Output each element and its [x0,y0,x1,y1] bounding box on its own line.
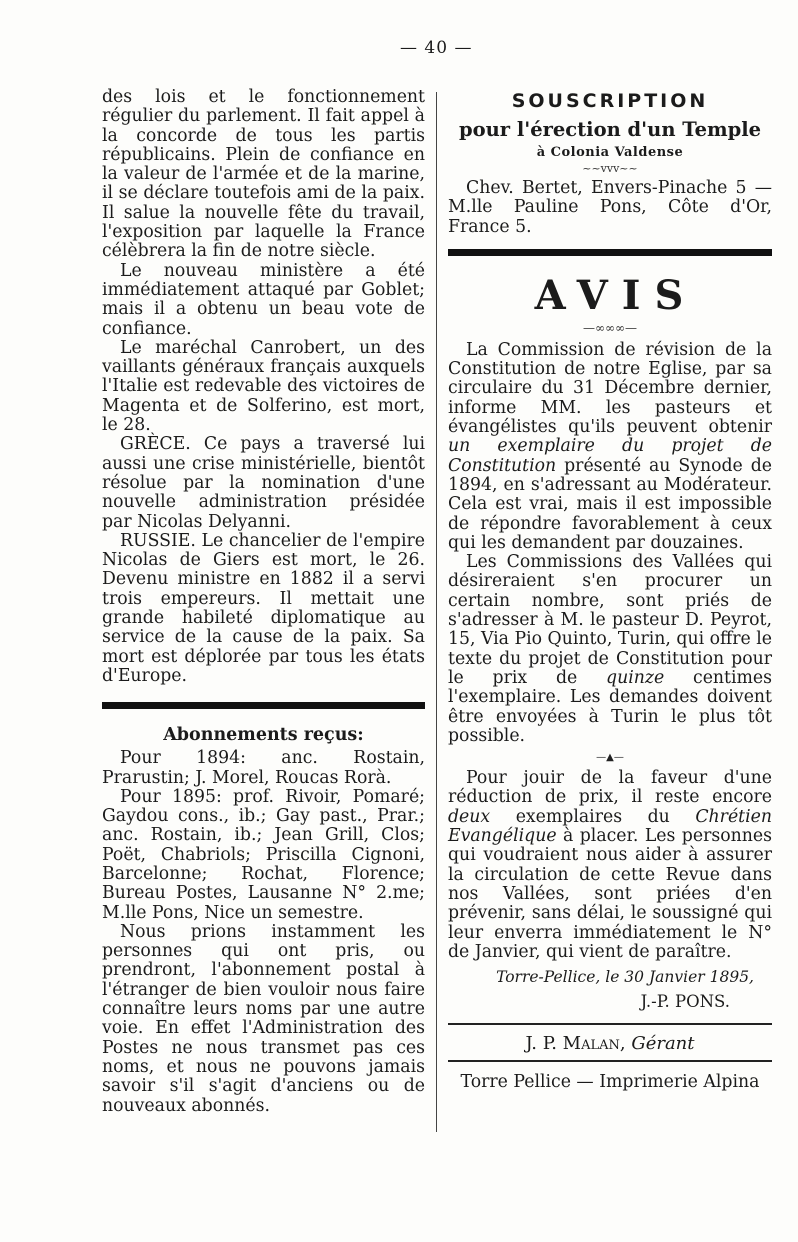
souscription-title: SOUSCRIPTION [511,90,709,112]
gerant-name: J. P. Malan, [525,1033,626,1055]
section-rule [102,702,425,709]
page-number: — 40 — [400,38,473,58]
signature-date: Torre-Pellice, le 30 Janvier 1895, [496,968,754,987]
abonnements-title: Abonnements reçus: [163,725,364,746]
avis-paragraph: La Commission de révision de la Constitution de notre Eglise, par sa circulaire du 31 Décembre dernier, informe MM. les pasteurs et évangélistes qu'ils peuvent obtenir un exemplaire du projet de Constitution présenté au Synode de 1894, en s'adressant au Modérateur. Cela est vrai, mais il est impossible de répondre favorablement à ceux qui les demandent par douzaines. [448,339,772,553]
gerant-role: Gérant [631,1033,695,1055]
article-paragraph: des lois et le fonctionnement régulier du parlement. Il fait appel à la concorde de tous les partis républicains. Plein de confiance en la valeur de l'armée et de la marine, il se déclare toutefois ami de la paix. Il salue la nouvelle fête du travail, l'exposition par laquelle la France célèbrera la fin de notre siècle. [102,87,425,262]
avis-title: AVIS [534,271,698,319]
souscription-subtitle: pour l'érection d'un Temple [458,118,762,141]
ornament: —∞∞∞— [583,320,637,335]
abonnements-paragraph: Nous prions instamment les personnes qui ont pris, ou prendront, l'abonnement postal à l'étranger de bien vouloir nous faire connaître leurs noms par une autre voie. En effet l'Administration des Postes ne nous transmet pas ces noms, et nous ne pouvons jamais savoir s'il s'agit d'anciens ou de nouveaux abonnés. [102,921,425,1116]
divider-ornament: —▲— [596,752,624,764]
gerant-line [448,1033,772,1054]
column-divider [436,92,437,1132]
article-paragraph: Le maréchal Canrobert, un des vaillants généraux français auxquels l'Italie est redevable des victoires de Magenta et de Solferino, est mort, le 28. [102,337,425,436]
section-rule [448,249,772,256]
souscription-place: à Colonia Valdense [536,145,684,160]
abonnements-paragraph: Pour 1895: prof. Rivoir, Pomaré; Gaydou cons., ib.; Gay past., Prar.; anc. Rostain, ib.; Jean Grill, Clos; Poët, Chabriols; Priscilla Cignoni, Barcelonne; Rochat, Florence; Bureau Postes, Lausanne N° 2.me; M.lle Pons, Nice un semestre. [102,786,425,923]
section-rule [448,1023,772,1025]
abonnements-paragraph: Pour 1894: anc. Rostain, Prarustin; J. Morel, Roucas Rorà. [102,748,425,788]
souscription-text: Chev. Bertet, Envers-Pinache 5 — M.lle Pauline Pons, Côte d'Or, France 5. [448,178,772,237]
article-paragraph: Le nouveau ministère a été immédiatement attaqué par Goblet; mais il a obtenu un beau vote de confiance. [102,260,425,339]
left-column [102,88,425,1116]
section-rule [448,1060,772,1062]
ornament: ~~vvv~~ [582,162,638,175]
right-column [448,88,772,1092]
signature-name: J.-P. PONS. [640,992,730,1012]
printer-line: Torre Pellice — Imprimerie Alpina [460,1072,760,1093]
article-paragraph: GRÈCE. Ce pays a traversé lui aussi une crise ministérielle, bientôt résolue par la nomination d'une nouvelle administration présidée par Nicolas Delyanni. [102,434,425,532]
avis-paragraph: Pour jouir de la faveur d'une réduction de prix, il reste encore deux exemplaires du Chrétien Evangélique à placer. Les personnes qui voudraient nous aider à assurer la circulation de cette Revue dans nos Vallées, sont priées d'en prévenir, sans délai, le soussigné qui leur enverra immédiatement le N° de Janvier, qui vient de paraître. [448,768,772,962]
avis-paragraph: Les Commissions des Vallées qui désireraient s'en procurer un certain nombre, sont priés de s'adresser à M. le pasteur D. Peyrot, 15, Via Pio Quinto, Turin, qui offre le texte du projet de Constitution pour le prix de quinze centimes l'exemplaire. Les demandes doivent être envoyées à Turin le plus tôt possible. [448,552,773,746]
article-paragraph: RUSSIE. Le chancelier de l'empire Nicolas de Giers est mort, le 26. Devenu ministre en 1882 il a servi trois empereurs. Il mettait une grande habileté diplomatique au service de la cause de la paix. Sa mort est déplorée par tous les états d'Europe. [102,530,425,686]
